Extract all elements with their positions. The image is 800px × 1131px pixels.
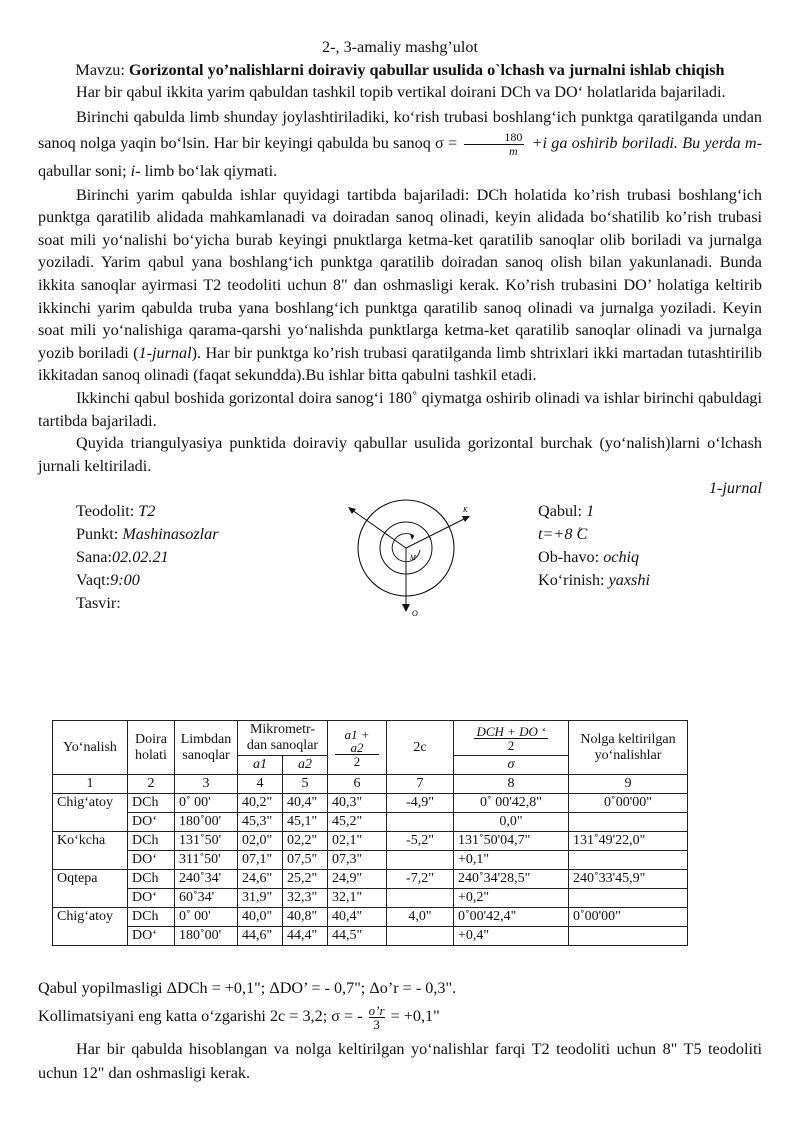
meta-vaqt-label: Vaqt:	[76, 570, 111, 589]
paragraph-2-text-d: limb bo‘lak qiymati.	[140, 161, 278, 180]
meta-teodolit	[76, 500, 219, 523]
mean-a-num: a1 + a2	[335, 728, 379, 755]
col-num: 3	[175, 775, 238, 794]
document-page	[38, 36, 762, 624]
cell: 45,2"	[328, 813, 387, 832]
cell: 0˚ 00'42,8"	[454, 794, 569, 813]
collimation-fraction	[369, 1004, 385, 1031]
cell: 44,6"	[238, 927, 283, 946]
cell: +0,4"	[454, 927, 569, 946]
cell: 40,3"	[328, 794, 387, 813]
cell: 4,0"	[387, 908, 454, 927]
cell	[387, 889, 454, 908]
topic-line	[38, 59, 762, 82]
var-m: m-	[744, 133, 762, 152]
topic-text: Gorizontal yo’nalishlarni doiraviy qabullar usulida o`lchash va jurnalni ishlab chiqish	[128, 60, 725, 79]
col-num: 1	[53, 775, 128, 794]
meta-obhavo	[538, 546, 650, 569]
cell: 02,2"	[283, 832, 328, 851]
cell: 31,9"	[238, 889, 283, 908]
paragraph-2	[38, 104, 762, 184]
paragraph-5: Quyida triangulyasiya punktida doiraviy qabullar usulida gorizontal burchak (yo‘nalish)larni o‘lchash jurnali keltiriladi.	[38, 434, 762, 475]
cell: 0,0"	[454, 813, 569, 832]
table-row	[53, 794, 688, 813]
header-a1: a1	[238, 756, 283, 775]
header-2c: 2c	[387, 721, 454, 775]
cell: 131˚49'22,0"	[569, 832, 688, 851]
cell: 07,1"	[238, 851, 283, 870]
cell	[569, 927, 688, 946]
cell-direction: Chig‘atoy	[53, 794, 128, 832]
label-o: O	[412, 608, 418, 618]
cell: 131˚50'04,7"	[454, 832, 569, 851]
journal-reference: 1-jurnal	[138, 343, 192, 362]
cell: DO‘	[128, 889, 175, 908]
cell: DCh	[128, 908, 175, 927]
cell: DO‘	[128, 813, 175, 832]
header-mean-dch-do	[454, 721, 569, 756]
cell	[569, 889, 688, 908]
cell: 311˚50'	[175, 851, 238, 870]
collimation-fraction-den: 3	[373, 1017, 380, 1032]
cell: 44,5"	[328, 927, 387, 946]
cell: +0,1"	[454, 851, 569, 870]
cell: 180˚00'	[175, 813, 238, 832]
collimation-fraction-num: o’r	[368, 1003, 385, 1018]
topic-prefix: Mavzu:	[75, 60, 129, 79]
header-a2: a2	[283, 756, 328, 775]
cell: 24,6"	[238, 870, 283, 889]
paragraph-3-text-a: Birinchi yarim qabulda ishlar quyidagi tartibda bajariladi: DCh holatida ko’rish trubasi boshlang‘ich punktga qaratilib alidada mahkamlanadi va doiradan sanoq olinadi, keyin alidada bo‘shatilib ko’rish trubasi soat mili yo‘nalishi bo‘yicha burab keyingi pnuktlarga ketma-ket qaratilib sanoqlar olib boriladi va jurnalga yoziladi. Yarim qabul yana boshlang‘ich punktga qaratilib doiradan sanoq olish bilan yakunlanadi. Bunda ikkita sanoqlar ayirmasi T2 teodoliti uchun 8" dan oshmasligi kerak. Ko’rish trubasini DO’ holatiga keltirib ikkinchi yarim qabulda truba yana boshlang‘ich punktga qaratilib sanoq olinadi va jurnalga yoziladi. Keyin soat mili yo‘nalishiga qarama-qarshi yo‘nalishda punktlarga ketma-ket qaratilib sanoqlar olinadi va jurnalga yozib boriladi (	[38, 185, 762, 362]
header-mikrometr: Mikrometr-dan sanoqlar	[238, 721, 328, 756]
cell: 180˚00'	[175, 927, 238, 946]
paragraph-2-text-c: qabullar soni;	[38, 161, 131, 180]
cell: 131˚50'	[175, 832, 238, 851]
label-m: M	[410, 553, 416, 562]
meta-qabul-label: Qabul:	[538, 501, 587, 520]
cell	[569, 851, 688, 870]
cell: 0˚ 00'	[175, 794, 238, 813]
cell: 240˚34'	[175, 870, 238, 889]
mean-dch-do-fraction	[474, 725, 547, 752]
cell: 40,2"	[238, 794, 283, 813]
meta-obhavo-label: Ob-havo:	[538, 547, 604, 566]
header-sigma: σ	[454, 756, 569, 775]
closing-section	[38, 976, 762, 1085]
cell: -4,9"	[387, 794, 454, 813]
direction-line-ne	[406, 518, 466, 548]
meta-t-label: t=	[538, 524, 554, 543]
table-row	[53, 889, 688, 908]
cell: 02,1"	[328, 832, 387, 851]
meta-left	[76, 500, 219, 615]
label-k: K	[463, 505, 468, 514]
paragraph-1: Har bir qabul ikkita yarim qabuldan tashkil topib vertikal doirani DCh va DO‘ holatlarida bajariladi.	[76, 83, 726, 102]
cell: 24,9"	[328, 870, 387, 889]
cell: -5,2"	[387, 832, 454, 851]
journal-label: 1-jurnal	[708, 479, 762, 498]
cell	[387, 851, 454, 870]
meta-teodolit-value: T2	[138, 501, 156, 520]
paragraph-2-text-b: +i ga oshirib boriladi. Bu yerda	[531, 133, 745, 152]
meta-vaqt-value: 9:00	[110, 570, 140, 589]
cell: 25,2"	[283, 870, 328, 889]
cell	[387, 813, 454, 832]
arrow-nw-icon	[348, 507, 356, 514]
collimation-text-b: = +0,1"	[390, 1007, 440, 1026]
cell: 0˚ 00'	[175, 908, 238, 927]
cell: 07,5"	[283, 851, 328, 870]
table-row	[53, 927, 688, 946]
header-nolga-keltirilgan: Nolga keltirilgan yo‘nalishlar	[569, 721, 688, 775]
column-number-row	[53, 775, 688, 794]
col-num: 5	[283, 775, 328, 794]
mean-dch-do-num: DCH + DO ‘	[476, 723, 546, 739]
cell: DO‘	[128, 927, 175, 946]
paragraph-2-text-a: Birinchi qabulda limb shunday joylashtiriladiki, ko‘rish trubasi boshlang‘ich punktga qaratilganda undan sanoq nolga yaqin bo‘lsin. Har bir keyingi qabulda bu sanoq σ =	[38, 107, 762, 152]
cell: 32,3"	[283, 889, 328, 908]
meta-teodolit-label: Teodolit:	[76, 501, 139, 520]
col-num: 7	[387, 775, 454, 794]
cell: DO‘	[128, 851, 175, 870]
mean-dch-do-den: 2	[507, 737, 515, 753]
cell: DCh	[128, 832, 175, 851]
paragraph-3	[38, 184, 762, 387]
cell: 45,3"	[238, 813, 283, 832]
mean-a-den: 2	[353, 753, 361, 769]
cell: 0˚00'42,4"	[454, 908, 569, 927]
table-row	[53, 870, 688, 889]
table-row	[53, 908, 688, 927]
meta-qabul-value: 1	[586, 501, 595, 520]
collimation-line	[38, 1004, 762, 1031]
meta-sana-label: Sana:	[76, 547, 112, 566]
header-limbdan-sanoqlar: Limbdan sanoqlar	[175, 721, 238, 775]
direction-line-nw	[352, 510, 406, 548]
meta-vaqt	[76, 569, 219, 592]
col-num: 2	[128, 775, 175, 794]
meta-qabul	[538, 500, 650, 523]
paragraph-4: Ikkinchi qabul boshida gorizontal doira sanog‘i 180˚ qiymatga oshirib olinadi va ishlar birinchi qabuldagi tartibda bajariladi.	[38, 388, 762, 430]
col-num: 8	[454, 775, 569, 794]
cell: 40,0"	[238, 908, 283, 927]
cell: 240˚34'28,5"	[454, 870, 569, 889]
mean-a-fraction	[335, 728, 379, 768]
closure-errors: Qabul yopilmasligi ΔDCh = +0,1"; ΔDO’ = - 0,7"; Δo’r = - 0,3".	[38, 979, 457, 997]
col-num: 9	[569, 775, 688, 794]
meta-korinish	[538, 569, 650, 592]
table-row	[53, 832, 688, 851]
meta-korinish-value: yaxshi	[608, 570, 650, 589]
cell: 40,4"	[328, 908, 387, 927]
cell	[569, 813, 688, 832]
cell: 07,3"	[328, 851, 387, 870]
paragraph-3-text-b: ). Har bir punktga ko’rish trubasi qaratilganda limb shtrixlari ikki martadan tutashtirilib ikkitadan sanoq olinadi (faqat sekundda).Bu ishlar bitta qabulni tashkil etadi.	[38, 343, 763, 385]
header-yonalish: Yo‘nalish	[53, 721, 128, 775]
meta-sana	[76, 546, 219, 569]
cell	[387, 927, 454, 946]
cell: 44,4"	[283, 927, 328, 946]
col-num: 6	[328, 775, 387, 794]
table-row	[53, 851, 688, 870]
cell: 0˚00'00"	[569, 908, 688, 927]
cell: DCh	[128, 870, 175, 889]
collimation-text-a: Kollimatsiyani eng katta o‘zgarishi 2c = 3,2; σ = -	[38, 1007, 363, 1026]
header-doira-holati: Doira holati	[128, 721, 175, 775]
cell-direction: Chig‘atoy	[53, 908, 128, 946]
cell-direction: Oqtepa	[53, 870, 128, 908]
table-row	[53, 813, 688, 832]
meta-korinish-label: Ko‘rinish:	[538, 570, 609, 589]
arrow-s-icon	[402, 604, 410, 612]
journal-meta	[38, 500, 762, 624]
practice-title: 2-, 3-amaliy mashg’ulot	[322, 38, 478, 56]
meta-t-value: +8 ̊C	[553, 524, 588, 543]
observation-journal-table	[52, 720, 688, 946]
meta-punkt-value: Mashinasozlar	[122, 524, 219, 543]
cell-direction: Ko‘kcha	[53, 832, 128, 870]
sigma-fraction-den: m	[509, 143, 518, 158]
cell: DCh	[128, 794, 175, 813]
cell: 45,1"	[283, 813, 328, 832]
cell: 02,0"	[238, 832, 283, 851]
col-num: 4	[238, 775, 283, 794]
cell: 40,8"	[283, 908, 328, 927]
cell: -7,2"	[387, 870, 454, 889]
meta-tasvir: Tasvir:	[76, 593, 121, 612]
meta-right	[538, 500, 650, 592]
cell: 40,4"	[283, 794, 328, 813]
cell: 240˚33'45,9"	[569, 870, 688, 889]
header-mean-a	[328, 721, 387, 775]
meta-temperature	[538, 523, 650, 546]
station-diagram	[334, 496, 494, 626]
var-i: i-	[130, 161, 141, 180]
cell: 60˚34'	[175, 889, 238, 908]
cell: 32,1"	[328, 889, 387, 908]
sigma-fraction-num: 180	[464, 131, 524, 145]
meta-sana-value: 02.02.21	[111, 547, 169, 566]
meta-punkt	[76, 523, 219, 546]
cell: +0,2"	[454, 889, 569, 908]
meta-obhavo-value: ochiq	[603, 547, 640, 566]
meta-punkt-label: Punkt:	[76, 524, 123, 543]
tolerance-paragraph: Har bir qabulda hisoblangan va nolga keltirilgan yo‘nalishlar farqi T2 teodoliti uchun 8" T5 teodoliti uchun 12" dan oshmasligi kerak.	[38, 1040, 762, 1082]
cell: 0˚00'00"	[569, 794, 688, 813]
sigma-fraction	[464, 131, 524, 158]
